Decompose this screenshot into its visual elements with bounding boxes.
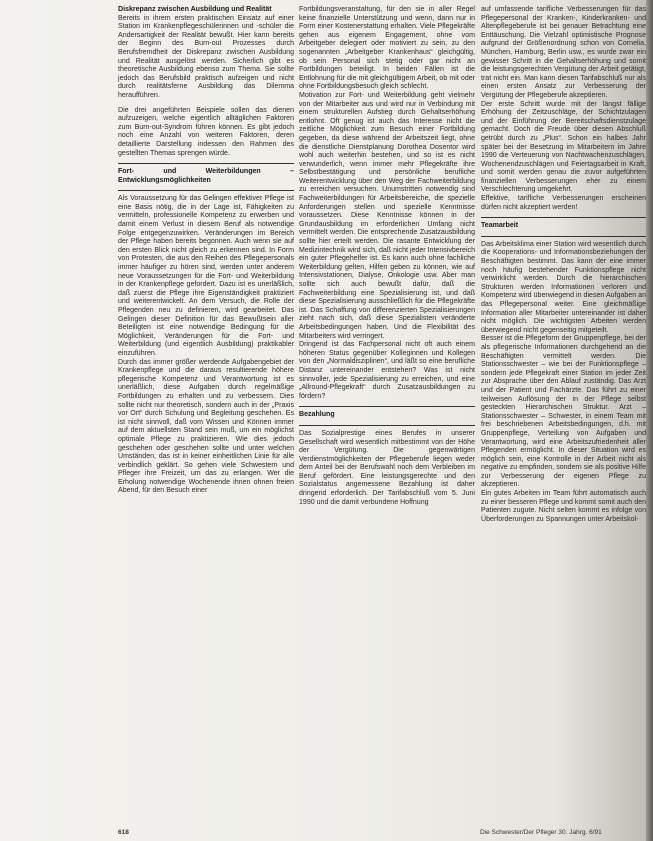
section-divider — [299, 425, 475, 426]
section-divider — [481, 217, 646, 218]
section-divider — [481, 236, 646, 237]
paragraph: Ein gutes Arbeiten im Team führt automatisch auch zu einer besseren Pflege und kommt somit auch den Patienten zugute. Nicht selten kommt es infolge von Überforderungen zu Spannungen unter Arbeitskol- — [481, 490, 646, 523]
paragraph: Dringend ist das Fachpersonal nicht oft auch einem höheren Status gegenüber Kolleginnen und Kollegen von den „Normaldisziplinen“, und läßt so eine berufliche Distanz untereinander entstehen? Was ist nicht sinnvoller, jede Spezialisierung zu erreichen, und eine „Allround-Pflegekraft“ durch Zusatzausbildungen zu fördern? — [299, 341, 475, 400]
paragraph: Fortbildungsveranstaltung, für den sie in aller Regel keine finanzielle Unterstützung und wenn, dann nur in Form einer Kostenerstattung erhalten. Viele Pflegekräfte gehen aus eigenem Engagement, ohne vom Arbeitgeber delegiert oder motiviert zu sein, zu den sogenannten „Arbeitgeber Krankenhaus“ gleichgültig, ob sein Personal sich stetig oder gar nicht an Fortbildungen beteiligt. In beiden Fällen ist die Entlohnung für die mit gleichgültigem Arbeit, ob mit oder ohne Fortbildungsbesuch gleich schlecht. — [299, 6, 475, 91]
journal-footer: Die Schwester/Der Pfleger 30. Jahrg. 6/91 — [480, 829, 602, 836]
paragraph: Der erste Schritt wurde mit der längst fällige Erhöhung der Zeitzuschläge, der Schichtzulagen und der Einführung der Bereitschaftsdienstzulage gemacht. Doch die Freude über diesen Abschluß getrübt durch zu „Plus“. Schon ein halbes Jahr später bei der Besetzung im Mitarbeitern im Jahre 1990 die Verteuerung von Nachtwachenzuschlägen, Wochenendzuschlägen und Feiertagsarbeit in Kraft, und somit werden genau die zuvor aufgeführten finanziellen Verbesserungen eher zu einem Verschlechterung umgekehrt. — [481, 100, 646, 194]
section-divider — [118, 163, 294, 164]
section-divider — [118, 190, 294, 191]
book-spine-shadow — [646, 0, 653, 841]
heading-diskrepanz: Diskrepanz zwischen Ausbildung und Realität — [118, 6, 272, 13]
paragraph: Bereits in ihrem ersten praktischen Einsatz auf einer Station im Krankenpflegeschülerinnen und -schüler die Andersartigkeit der Realität bewußt. Hier kann bereits der Beginn des Burn-out Prozesses durch Berufsfremdheit der Diskrepanz zwischen Ausbildung und Realität ausgelöst werden. Sicherlich gibt es theoretische Ausbildung ebenso zum Thema. Sie sollte jedoch das Berufsbild praktisch aufzeigen und nicht durch realitätsferne Ausbildung das Dilemma heraufführen. — [118, 14, 294, 99]
paragraph: Die drei angeführten Beispiele sollen das dienen aufzuzeigen, welche eigentlich alltäglichen Faktoren zum Burn-out-Syndrom führen können. Es gibt jedoch noch eine Anzahl von weiteren Faktoren, deren detaillierte Darstellung indessen den Rahmen des gestellten Themas sprengen würde. — [118, 106, 294, 157]
paragraph: auf umfassende tarifliche Verbesserungen für das Pflegepersonal der Kranken-, Kinderkranken- und Altenpflegeberufe ist bei genauer Betrachtung eine Enttäuschung. Die Vielzahl optimistische Prognose aufgrund der Größenordnung schon von Cornelia, München, Hamburg, Berlin usw., es wurde zwar ein gewisser Schritt in die Gehaltserhöhung und somit die leistungsgerechten Vergütung der Arbeit getätigt, trat nicht ein. Man kann diesen Tarifabschluß nur als einen ersten Ansatz zur Verbesserung der Vergütung der Pflegeberufe akzeptieren. — [481, 6, 646, 99]
paragraph: Durch das immer größer werdende Aufgabengebiet der Krankenpflege und die daraus resultierende höhere pflegerische Kompetenz und Verantwortung ist es unerläßlich, diese Aufgaben durch regelmäßige Fortbildungen zu erhalten und zu verbessern. Dies sollte nicht nur theoretisch, sondern auch in der „Praxis vor Ort“ durch Schulung und Begleitung geschehen. Es ist nicht sinnvoll, daß vom Wissen und Können immer auf dem aktuellsten Stand sein muß, um ein möglichst optimale Pflege zu praktizieren. Wie dies jedoch geschehen oder geschehen sollte und unter welchen Umständen, das ist in keiner einheitlichen Linie für alle verbindlich geklärt. So gehen viele Schwestern und Pfleger ihre Freizeit, um das zu erlangen. Wer die Erholung notwendige Wochenende ihnen ohnen freien Abend, für den Besuch einer — [118, 358, 294, 495]
paragraph: Das Arbeitsklima einer Station wird wesentlich durch die Kooperations- und Informationsbeziehungen der Beschäftigten bestimmt. Das kann der eine immer noch häufig bestehender Funktionspflege nicht verwirklicht werden. Durch die hierarchischen Strukturen werden Informationen verloren und Kompetenz wird überwiegend in diesen Aufgaben an das Pflegepersonal weiter. Eine gleichmäßige Information aller Mitarbeiter untereinander ist daher nicht möglich. Die wichtigsten Arbeiten werden überwiegend nicht gegenseitig mitgeteilt. — [481, 240, 646, 334]
paragraph: Motivation zur Fort- und Weiterbildung geht vielmehr von der Mitarbeiter aus und wird nur in Verbindung mit einem strukturellen Aufstieg durch Gehaltserhöhung entlohnt. Oft genug ist auch das Interesse nicht die zeitliche Möglichkeit zum Besuch einer Fortbildung gegeben, da diese während der Arbeitszeit liegt, ohne die dienstliche Dienstplanung Dorothea Dosentor wird wohl auch weiterhin bestehen, und so ist es nicht verwunderlich, wenn immer mehr Pflegekräfte ihre Selbstbestätigung und persönliche berufliche Weiterentwicklung über den Weg der Fachweiterbildung zu erreichen versuchen. Unumstritten notwendig sind Fachweiterbildungen für Arbeitsbereiche, die spezielle Anforderungen stellen und spezielle Kenntnisse voraussetzen. Diese Kenntnisse können in der Grundausbildung im erforderlichen Umfang nicht vermittelt werden. Die entsprechende Zusatzausbildung sollte hier erteilt werden. Die rasante Entwicklung der Medizintechnik wird sich, daß nicht jeder Intensivbereich ein guter Pflegehelfer ist. Es kann auch ohne fachliche Weiterbildung gelten, Hilfen geben zu können, wie auf Intensivstationen, Dialyse, Onkologie usw. Aber man sollte sich auch bewußt dafür, daß die Fachweiterbildung eine Spezialisierung ist, und daß diese Spezialisierung ausschließlich für die Pflegekräfte ist. Das Schaffung von differenzierten Spezialisierungen zieht nach sich, daß diese Spezialisten veränderte Arbeitsbedingungen haben. Und die Flexibilität des Mitarbeiters wird verringert. — [299, 91, 475, 340]
heading-fortbildung: Fort- und Weiterbildungen – Entwicklungsmöglichkeiten — [118, 168, 294, 184]
column-left — [118, 6, 294, 496]
section-divider — [299, 406, 475, 407]
page-number: 618 — [118, 829, 129, 836]
heading-bezahlung: Bezahlung — [299, 411, 335, 419]
paragraph: Als Voraussetzung für das Gelingen effektiver Pflege ist eine Basis nötig, die in der Lage ist, Fähigkeiten zu vermitteln, professionelle Kompetenz zu erwerben und damit einem Verlust in diesem Beruf als notwendige Folge entgegenzuwirken. Veränderungen im Bereich der Pflege haben bereits begonnen. Auch wenn sie auf den ersten Blick nicht gleich zu erkennen sind. In Form von Protesten, die aus den Reihen des Pflegepersonals immer häufiger zu hören sind, werden unter anderem neue Voraussetzungen für die Fort- und Weiterbildung in der Krankenpflege gefordert. Dazu ist es unerläßlich, daß zuerst die Pflege ihre Eigenständigkeit praktiziert und weiterentwickelt. An dem Versuch, die Rolle der Pflegenden neu zu definieren, wird gearbeitet. Das Gelingen dieser Definition für das Bewußtsein aller Beteiligten ist eine notwendige Bedingung für die Möglichkeit, Veränderungen für die Fort- und Weiterbildung (und eigentlich Ausbildung) praktikabler einzuführen. — [118, 195, 294, 357]
paragraph: Effektive, tarifliche Verbesserungen erscheinen dürfen nicht akzeptiert werden! — [481, 195, 646, 211]
paragraph: Das Sozialprestige eines Berufes in unserer Gesellschaft wird wesentlich mitbestimmt von der Höhe der Vergütung. Die gegenwärtigen Verdienstmöglichkeiten der Pflegeberufe liegen weder dem Anteil bei der Berufswahl noch dem Verbleiben im Beruf gefördert. Eine leistungsgerechte und den Sozialstatus angemessene Bezahlung ist daher dringend erforderlich. Der Tarifabschluß vom 5. Juni 1990 und die damit verbundene Hoffnung — [299, 429, 475, 506]
heading-teamarbeit: Teamarbeit — [481, 222, 519, 230]
paragraph: Besser ist die Pflegeform der Gruppenpflege, bei der als pflegerische Informationen durchgehend an die Beschäftigten vermittelt werden. Die Stationsschwester – wie bei der Funktionspflege – sondern jede Pflegekraft einer Station im jeder Zeit zur Absprache über den Ablauf zuständig. Das Arzt und der Patient und Fachärzte. Das führt zu einer teilweisen Auflösung der in der Pflege selbst gesteckten Hierarchischen Struktur. Arzt – Stationsschwester – Schwester, in einem Team mit frei beschriebenen Arbeitsbedingungen, d.h. mit Gruppenpflege, Verteilung von Aufgaben und Verantwortung, wird eine Arbeitszufriedenheit aller Pflegenden ermöglicht. In dieser Situation wird es möglich sein, eine Kontrolle in der Arbeit nicht als negative zu empfinden, sondern sie als positive Hilfe zur Verbesserung der eigenen Pflege zu akzeptieren. — [481, 335, 646, 489]
column-right — [481, 6, 646, 524]
column-middle — [299, 6, 475, 507]
